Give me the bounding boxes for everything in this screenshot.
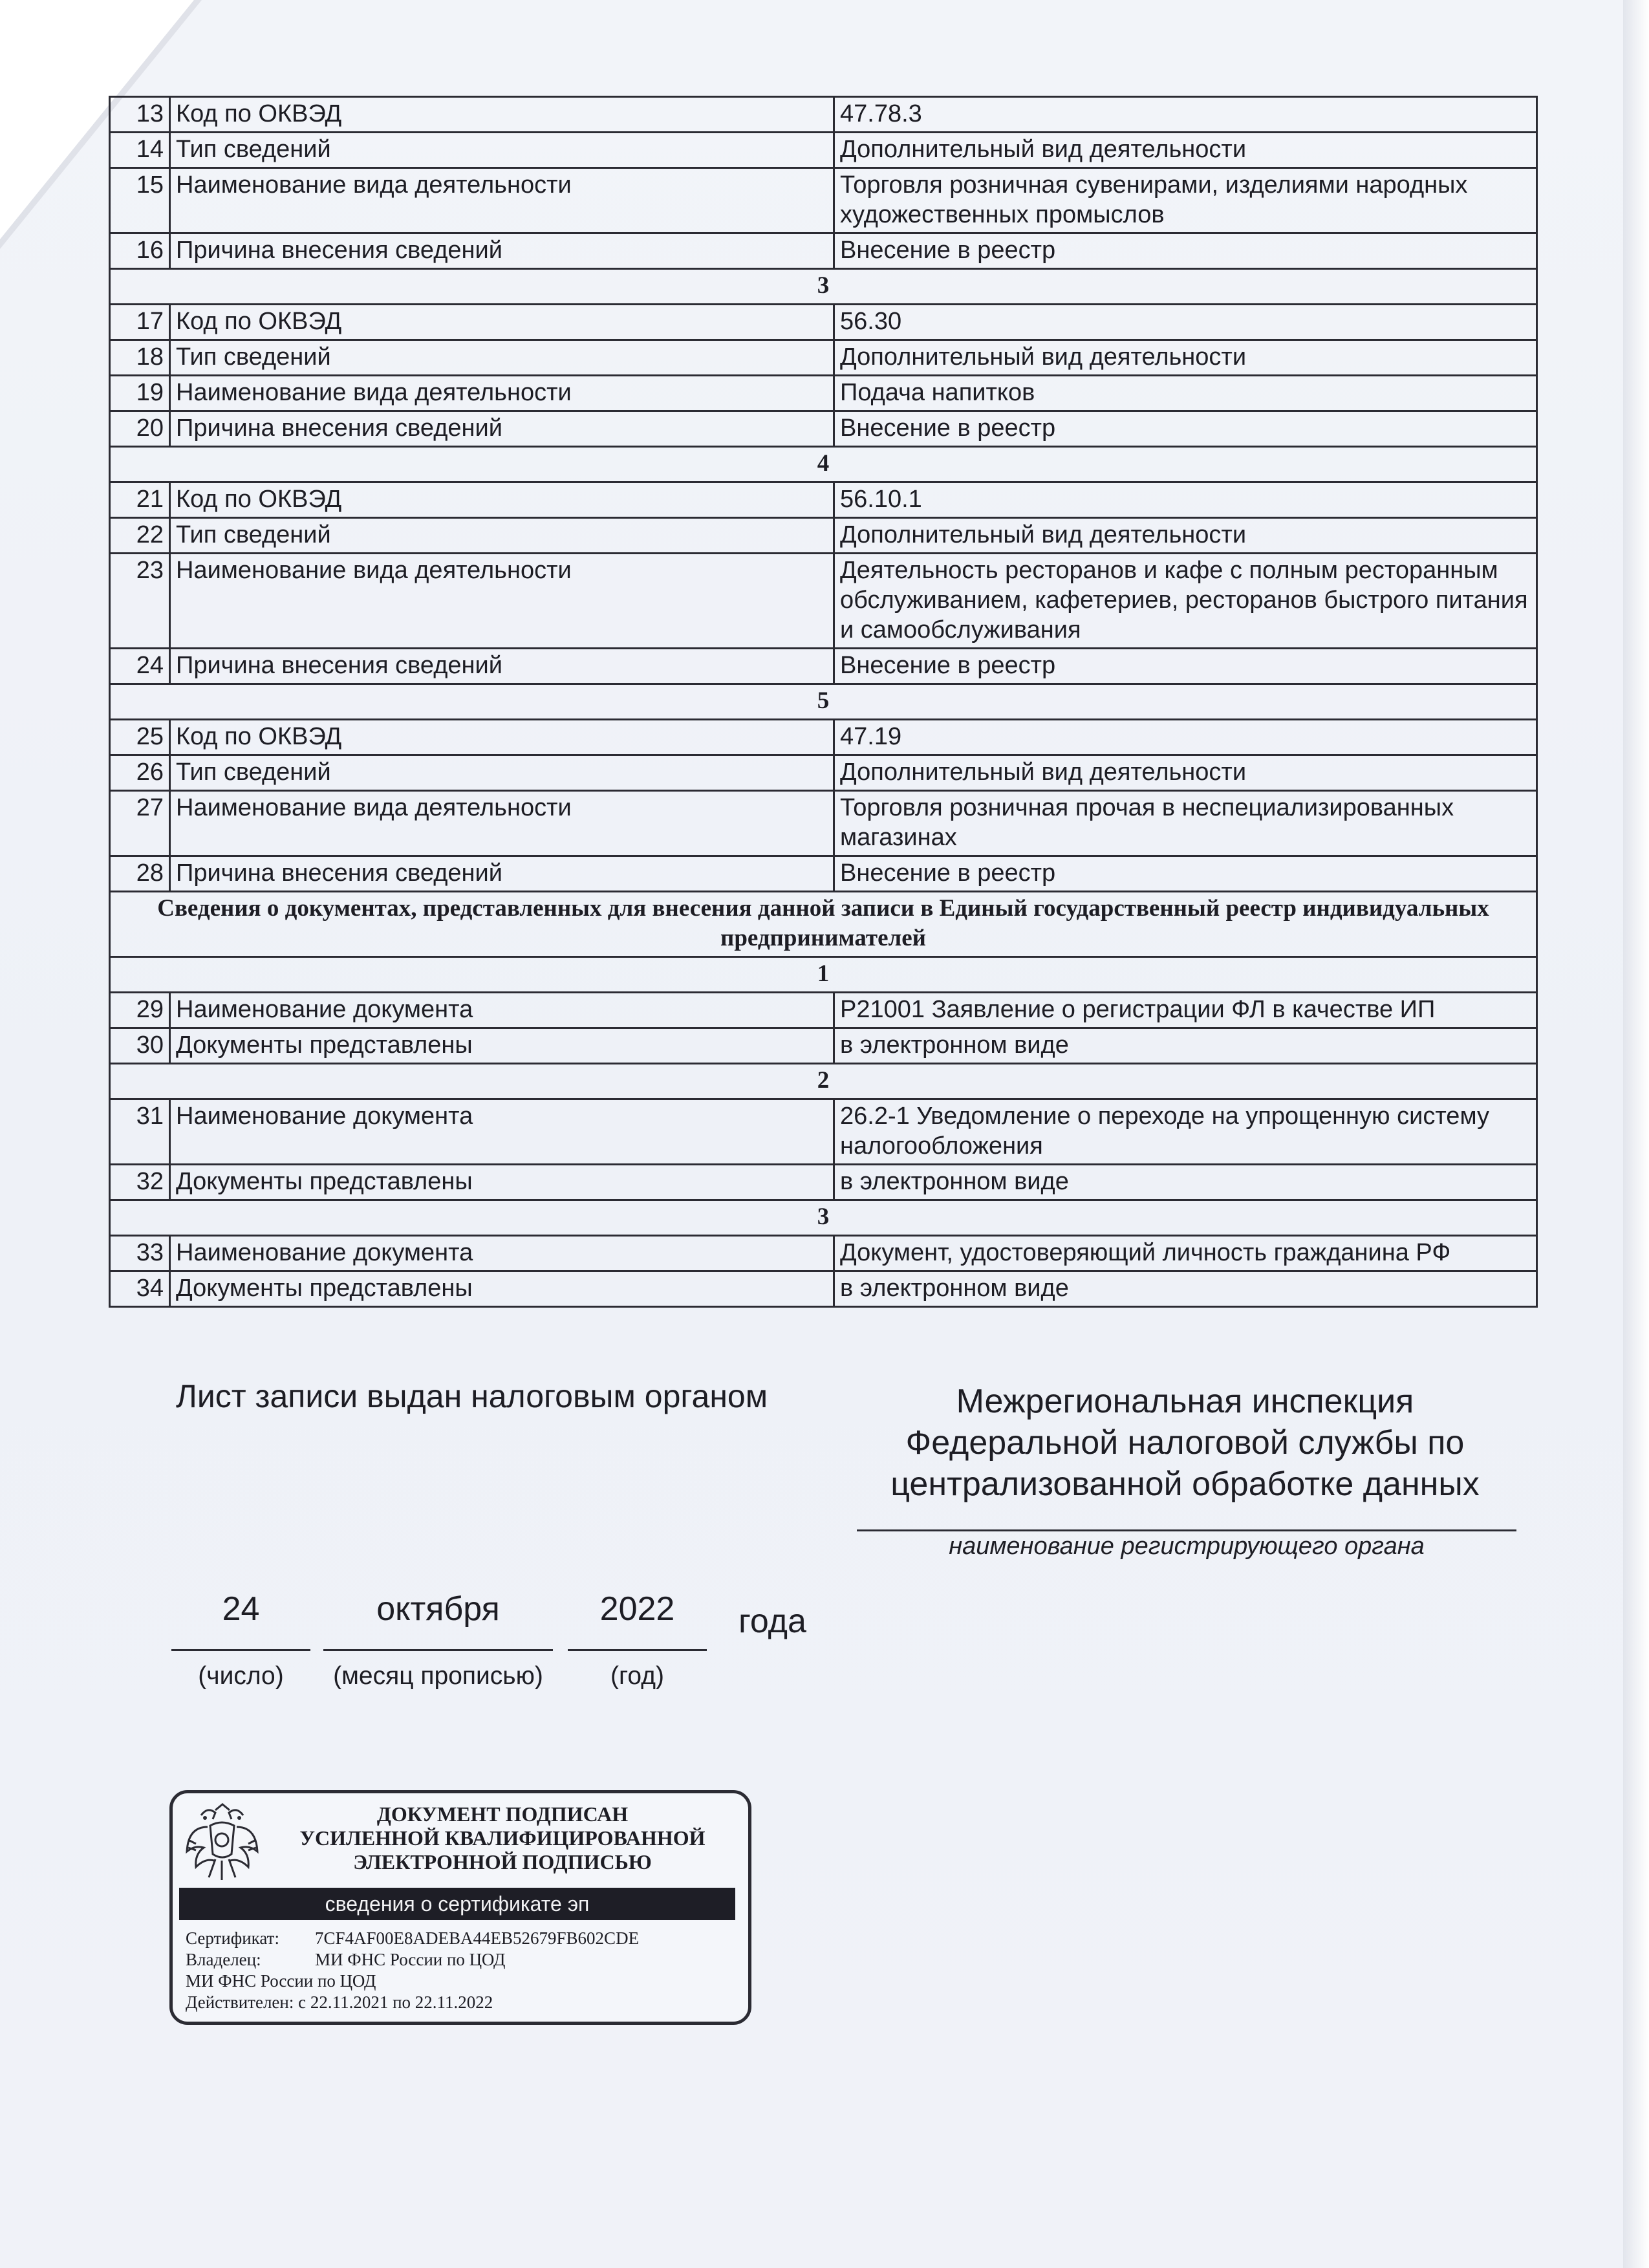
owner-label: Владелец: — [186, 1950, 261, 1969]
section-header: 3 — [110, 269, 1537, 305]
field-value: Р21001 Заявление о регистрации ФЛ в качестве ИП — [834, 993, 1537, 1028]
field-name: Тип сведений — [170, 755, 834, 791]
row-number: 24 — [110, 649, 170, 684]
section-header: 4 — [110, 447, 1537, 482]
field-name: Документы представлены — [170, 1028, 834, 1064]
date-year: 2022 — [599, 1590, 675, 1628]
owner-value: МИ ФНС России по ЦОД — [315, 1950, 506, 1969]
month-caption: (месяц прописью) — [333, 1662, 543, 1690]
year-underline — [568, 1649, 707, 1651]
field-value: 56.30 — [834, 305, 1537, 340]
row-number: 23 — [110, 554, 170, 649]
field-name: Код по ОКВЭД — [170, 305, 834, 340]
field-value: Внесение в реестр — [834, 411, 1537, 447]
row-number: 27 — [110, 791, 170, 856]
field-name: Наименование документа — [170, 1236, 834, 1271]
table-row — [110, 1271, 1537, 1307]
field-name: Наименование документа — [170, 993, 834, 1028]
table-row — [110, 340, 1537, 376]
day-underline — [171, 1649, 310, 1651]
field-name: Наименование вида деятельности — [170, 376, 834, 411]
field-value: Внесение в реестр — [834, 649, 1537, 684]
table-row — [110, 755, 1537, 791]
row-number: 14 — [110, 133, 170, 168]
field-value: в электронном виде — [834, 1165, 1537, 1200]
row-number: 26 — [110, 755, 170, 791]
field-name: Причина внесения сведений — [170, 649, 834, 684]
row-number: 20 — [110, 411, 170, 447]
table-row — [110, 649, 1537, 684]
section-header: 5 — [110, 684, 1537, 720]
table-row — [110, 518, 1537, 554]
registering-authority — [854, 1381, 1516, 1505]
section-header: 2 — [110, 1064, 1537, 1099]
date-day: 24 — [222, 1590, 260, 1628]
row-number: 25 — [110, 720, 170, 755]
row-number: 32 — [110, 1165, 170, 1200]
issued-by-label: Лист записи выдан налоговым органом — [176, 1378, 768, 1414]
row-number: 17 — [110, 305, 170, 340]
owner-line-2: МИ ФНС России по ЦОД — [186, 1971, 376, 1991]
certificate-value: 7CF4AF00E8ADEBA44EB52679FB602CDE — [315, 1928, 640, 1948]
section-header-row — [110, 892, 1537, 957]
month-underline — [323, 1649, 553, 1651]
double-headed-eagle-icon — [182, 1801, 263, 1888]
table-row — [110, 97, 1537, 133]
field-value: Дополнительный вид деятельности — [834, 755, 1537, 791]
section-header-row — [110, 684, 1537, 720]
row-number: 18 — [110, 340, 170, 376]
field-name: Документы представлены — [170, 1271, 834, 1307]
field-value: Торговля розничная сувенирами, изделиями народных художественных промыслов — [834, 168, 1537, 233]
valid-label: Действителен: — [186, 1993, 294, 2012]
section-header: Сведения о документах, представленных для внесения данной записи в Единый государственный реестр индивидуальных предпринимателей — [110, 892, 1537, 957]
row-number: 16 — [110, 233, 170, 269]
section-header: 1 — [110, 957, 1537, 993]
row-number: 19 — [110, 376, 170, 411]
certificate-details — [186, 1928, 639, 2013]
field-value: Деятельность ресторанов и кафе с полным ресторанным обслуживанием, кафетериев, ресторанов быстрого питания и самообслуживания — [834, 554, 1537, 649]
authority-line-1: Межрегиональная инспекция — [956, 1383, 1414, 1420]
field-name: Причина внесения сведений — [170, 856, 834, 892]
field-value: Торговля розничная прочая в неспециализированных магазинах — [834, 791, 1537, 856]
field-name: Наименование вида деятельности — [170, 554, 834, 649]
stamp-title — [270, 1802, 735, 1874]
table-row — [110, 1236, 1537, 1271]
table-row — [110, 168, 1537, 233]
date-year-word: года — [738, 1603, 806, 1640]
records-table — [109, 96, 1538, 1308]
row-number: 28 — [110, 856, 170, 892]
row-number: 31 — [110, 1099, 170, 1165]
field-value: 47.19 — [834, 720, 1537, 755]
field-value: Внесение в реестр — [834, 233, 1537, 269]
field-value: 56.10.1 — [834, 482, 1537, 518]
date-month: октября — [376, 1590, 500, 1628]
field-name: Код по ОКВЭД — [170, 97, 834, 133]
section-header-row — [110, 447, 1537, 482]
stamp-title-line-1: ДОКУМЕНТ ПОДПИСАН — [376, 1802, 629, 1826]
paper-edge — [1623, 0, 1649, 2268]
certificate-label: Сертификат: — [186, 1928, 279, 1948]
table-row — [110, 482, 1537, 518]
field-value: Подача напитков — [834, 376, 1537, 411]
field-name: Тип сведений — [170, 133, 834, 168]
table-row — [110, 411, 1537, 447]
authority-line-3: централизованной обработке данных — [890, 1465, 1480, 1503]
field-value: Дополнительный вид деятельности — [834, 133, 1537, 168]
section-header-row — [110, 1064, 1537, 1099]
field-value: Документ, удостоверяющий личность гражданина РФ — [834, 1236, 1537, 1271]
authority-underline — [857, 1529, 1516, 1531]
stamp-title-line-3: ЭЛЕКТРОННОЙ ПОДПИСЬЮ — [353, 1850, 652, 1874]
year-caption: (год) — [610, 1662, 664, 1690]
valid-value: с 22.11.2021 по 22.11.2022 — [298, 1993, 493, 2012]
field-value: Дополнительный вид деятельности — [834, 518, 1537, 554]
row-number: 30 — [110, 1028, 170, 1064]
table-row — [110, 856, 1537, 892]
table-row — [110, 720, 1537, 755]
table-row — [110, 133, 1537, 168]
row-number: 34 — [110, 1271, 170, 1307]
table-row — [110, 1165, 1537, 1200]
field-name: Код по ОКВЭД — [170, 482, 834, 518]
field-name: Документы представлены — [170, 1165, 834, 1200]
field-name: Тип сведений — [170, 518, 834, 554]
table-row — [110, 1099, 1537, 1165]
section-header-row — [110, 1200, 1537, 1236]
table-row — [110, 233, 1537, 269]
table-row — [110, 305, 1537, 340]
field-name: Наименование вида деятельности — [170, 791, 834, 856]
row-number: 22 — [110, 518, 170, 554]
field-value: в электронном виде — [834, 1028, 1537, 1064]
field-name: Причина внесения сведений — [170, 411, 834, 447]
section-header-row — [110, 957, 1537, 993]
field-name: Наименование вида деятельности — [170, 168, 834, 233]
electronic-signature-stamp — [169, 1790, 751, 2025]
authority-line-2: Федеральной налоговой службы по — [905, 1424, 1465, 1462]
row-number: 33 — [110, 1236, 170, 1271]
day-caption: (число) — [198, 1662, 284, 1690]
row-number: 13 — [110, 97, 170, 133]
row-number: 15 — [110, 168, 170, 233]
field-name: Причина внесения сведений — [170, 233, 834, 269]
table-row — [110, 1028, 1537, 1064]
table-row — [110, 993, 1537, 1028]
certificate-info-bar: сведения о сертификате эп — [179, 1888, 735, 1920]
field-value: 47.78.3 — [834, 97, 1537, 133]
section-header: 3 — [110, 1200, 1537, 1236]
table-row — [110, 554, 1537, 649]
stamp-title-line-2: УСИЛЕННОЙ КВАЛИФИЦИРОВАННОЙ — [299, 1826, 706, 1850]
field-name: Код по ОКВЭД — [170, 720, 834, 755]
field-value: 26.2-1 Уведомление о переходе на упрощенную систему налогообложения — [834, 1099, 1537, 1165]
table-row — [110, 791, 1537, 856]
authority-caption: наименование регистрирующего органа — [949, 1533, 1425, 1560]
table-row — [110, 376, 1537, 411]
field-value: Дополнительный вид деятельности — [834, 340, 1537, 376]
field-value: в электронном виде — [834, 1271, 1537, 1307]
row-number: 29 — [110, 993, 170, 1028]
row-number: 21 — [110, 482, 170, 518]
section-header-row — [110, 269, 1537, 305]
field-name: Тип сведений — [170, 340, 834, 376]
field-name: Наименование документа — [170, 1099, 834, 1165]
field-value: Внесение в реестр — [834, 856, 1537, 892]
records-table-body — [110, 97, 1537, 1307]
